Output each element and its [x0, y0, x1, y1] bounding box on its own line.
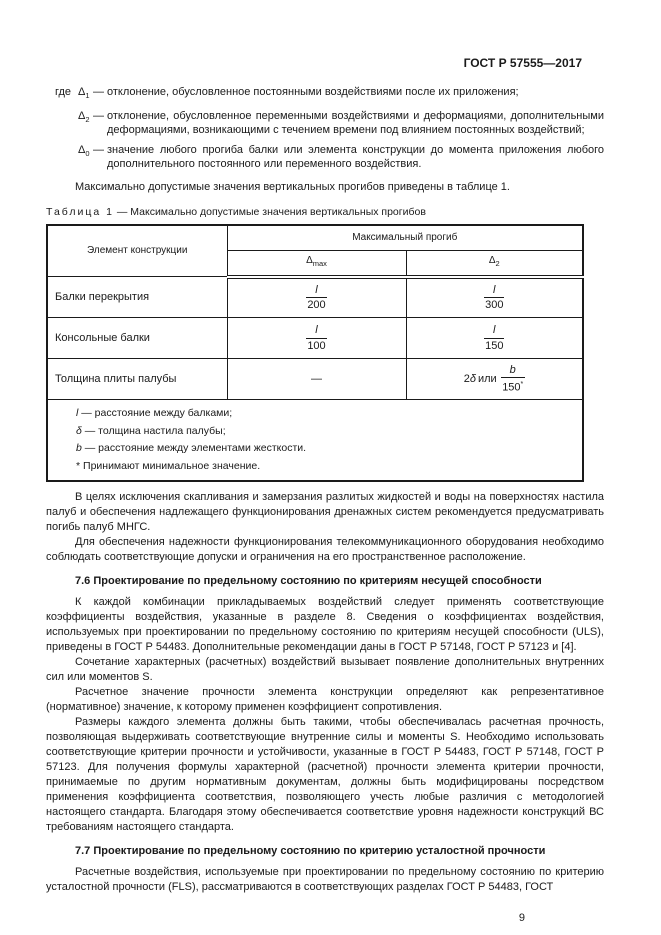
row-d2-value [406, 318, 583, 359]
row-d2-value [406, 277, 583, 318]
table-caption-label: Таблица 1 [46, 205, 114, 218]
fraction: $\frac{l}{100}$ [307, 324, 326, 352]
body-paragraph: Сочетание характерных (расчетных) воздействий вызывает появление дополнительных внутренних сил или моментов S. [46, 656, 604, 684]
definition-term: $\Delta_2$ — [78, 109, 104, 124]
definition-term: $\Delta_0$ — [78, 143, 104, 158]
deflection-table [46, 224, 584, 483]
row-d2-formula: 2δ или $\frac{b}{150^*}$ [406, 359, 583, 400]
definition-text: отклонение, обусловленное переменными воздействиями и деформациями, дополнительными деформациями, возникающими с течением времени под влиянием постоянных воздействий; [107, 109, 604, 137]
row-element-name: Консольные балки [47, 318, 227, 359]
page-number: 9 [518, 912, 525, 925]
table-footnote: b — расстояние между элементами жесткости. [76, 442, 307, 455]
fraction: $\frac{l}{300}$ [485, 283, 504, 312]
body-paragraph: Размеры каждого элемента должны быть такими, чтобы обеспечивалась расчетная прочность, позволяющая выдерживать соответствующие внутренние силы и моменты S. Необходимо использовать соответствующие критерии прочности и устойчивости, указанные в ГОСТ Р 54483, ГОСТ Р 57148, ГОСТ Р 57123. Для получения формулы характерной (расчетной) прочности элемента критерии прочности, принимаемые по другим нормативным документам, должны быть модифицированы посредством применения коэффициента соответствия, позволяющего учесть любые различия с методологией настоящего стандарта. Благодаря этому обеспечивается соответствие уровня надежности конструкций ВС требованиям настоящего стандарта. [46, 716, 604, 834]
table-row [47, 318, 583, 359]
table-header-element: Элемент конструкции [47, 225, 227, 277]
body-paragraph: В целях исключения скапливания и замерзания разлитых жидкостей и воды на поверхностях настила палуб и обеспечения надлежащего функционирования дренажных систем рекомендуется предусматривать погибь палуб МНГС. [46, 491, 604, 534]
definition-item [55, 143, 604, 172]
definition-term: где $\Delta_1$ — [55, 86, 104, 101]
body-paragraph: Расчетное значение прочности элемента конструкции определяют как репрезентативное (нормативное) значение, к которому применен коэффициент сопротивления. [46, 686, 604, 714]
row-dmax-dash: — [227, 359, 406, 400]
body-paragraph: Расчетные воздействия, используемые при проектировании по предельному состоянию по критерию усталостной прочности (FLS), рассматриваются в соответствующих разделах ГОСТ Р 54483, ГОСТ [46, 866, 604, 894]
table-row [47, 277, 583, 318]
definition-item [55, 109, 604, 138]
fraction: $\frac{l}{150}$ [485, 324, 504, 352]
definition-text: значение любого прогиба балки или элемента конструкции до момента приложения любого дополнительного постоянного или переменного воздействия. [107, 143, 604, 171]
table-caption [46, 205, 604, 220]
section-heading-7-7: 7.7 Проектирование по предельному состоянию по критерию усталостной прочности [75, 845, 546, 858]
table-row [47, 359, 583, 400]
table-footnotes-row [47, 400, 583, 482]
fraction: $\frac{l}{200}$ [307, 283, 326, 312]
row-element-name: Балки перекрытия [47, 277, 227, 318]
fraction: $\frac{b}{150^*}$ [502, 363, 524, 395]
table-footnote: * Принимают минимальное значение. [76, 459, 261, 472]
table-footnote: δ — толщина настила палубы; [76, 424, 226, 437]
body-paragraph: К каждой комбинации прикладываемых воздействий следует применять соответствующие коэффициенты воздействия, указанные в разделе 8. Сведения о коэффициентах воздействия, используемых при проектировании по предельному состоянию по критериям несущей способности (ULS), приведены в ГОСТ Р 54483. Дополнительные рекомендации даны в ГОСТ Р 57148, ГОСТ Р 57123 и [4]. [46, 596, 604, 654]
row-dmax-value [227, 277, 406, 318]
table-footnote: l — расстояние между балками; [76, 407, 233, 420]
row-dmax-value [227, 318, 406, 359]
page-header [46, 56, 604, 71]
body-paragraph: Для обеспечения надежности функционирования телекоммуникационного оборудования необходимо соблюдать соответствующие допуски и ограничения на его пространственное расположение. [46, 536, 604, 564]
table-caption-dash: — [116, 205, 128, 218]
standard-number: ГОСТ Р 57555—2017 [463, 56, 582, 70]
row-element-name: Толщина плиты палубы [47, 359, 227, 400]
intro-paragraph: Максимально допустимые значения вертикальных прогибов приведены в таблице 1. [75, 180, 510, 193]
definition-item [55, 85, 604, 104]
definitions-list [55, 85, 604, 172]
table-caption-text: Максимально допустимые значения вертикальных прогибов [130, 205, 426, 218]
table-subheader-dmax: $\Delta_{max}$ [227, 250, 406, 277]
table-subheader-d2: $\Delta_2$ [406, 250, 583, 277]
section-heading-7-6: 7.6 Проектирование по предельному состоянию по критериям несущей способности [75, 575, 542, 588]
table-header-group: Максимальный прогиб [227, 225, 583, 251]
definition-text: отклонение, обусловленное постоянными воздействиями после их приложения; [107, 86, 519, 98]
